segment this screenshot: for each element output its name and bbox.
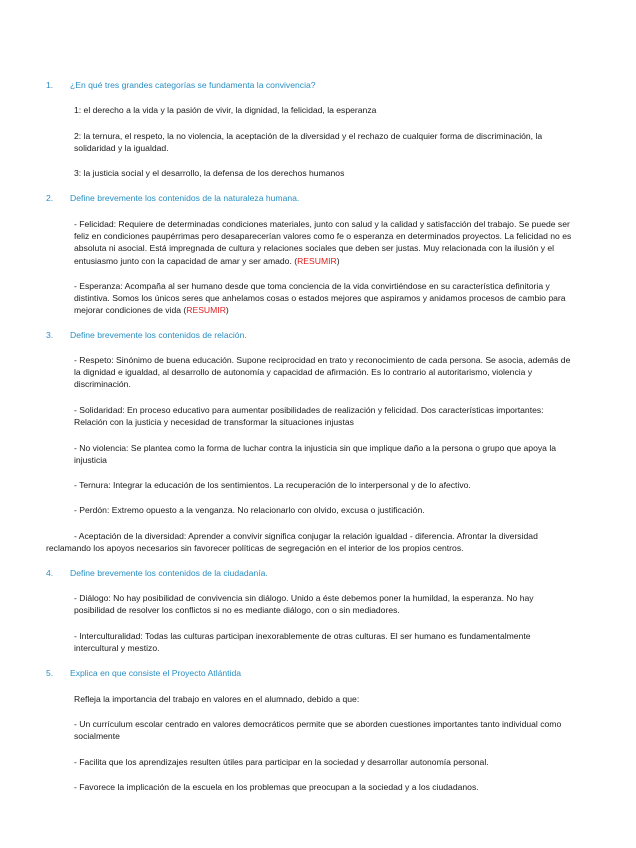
- answer-paragraph-esperanza: - Esperanza: Acompaña al ser humano desde que toma conciencia de la vida convirtiéndose en su característica definitoria y distintiva. Somos los únicos seres que anhelamos cosas o estados mejores que aspiramos y anidamos procesos de cambio para mejorar condiciones de vida (RESUMIR): [74, 281, 566, 316]
- question-heading-4: [46, 568, 268, 578]
- paragraph-text: - Esperanza: Acompaña al ser humano desde que toma conciencia de la vida convirtiéndose en su característica definitoria y distintiva. Somos los únicos seres que anhelamos cosas o estados mejores que aspiramos y anidamos procesos de cambio para mejorar condiciones de vida: [74, 281, 566, 316]
- answer-paragraph: - Respeto: Sinónimo de buena educación. Supone reciprocidad en trato y reconocimiento de cada persona. Se asocia, además de la dignidad e igualdad, al desarrollo de autonomía y capacidad de afirmación. Es lo contrario al autoritarismo, violencia y discriminación.: [74, 355, 571, 390]
- answer-paragraph: 2: la ternura, el respeto, la no violencia, la aceptación de la diversidad y el rechazo de cualquier forma de discriminación, la solidaridad y la igualdad.: [74, 131, 543, 154]
- answer-paragraph: - Ternura: Integrar la educación de los sentimientos. La recuperación de lo interpersonal y de lo afectivo.: [74, 480, 471, 490]
- answer-paragraph: 3: la justicia social y el desarrollo, la defensa de los derechos humanos: [74, 168, 345, 178]
- question-title: Define brevemente los contenidos de la naturaleza humana.: [70, 193, 300, 203]
- paragraph-text: - Felicidad: Requiere de determinadas condiciones materiales, junto con salud y la calidad y satisfacción del trabajo. Se puede ser feliz en condiciones paupérrimas pero desaparecerían valores como fe o esperanza en determinados proyectos. La felicidad no es absoluta ni asocial. Está impregnada de cultura y relaciones sociales que deben ser justas. Muy relacionada con la ilusión y el entusiasmo junto con la capacidad de amar y ser amado.: [74, 219, 572, 266]
- answer-paragraph: - Aceptación de la diversidad: Aprender a convivir significa conjugar la relación igualdad - diferencia. Afrontar la diversidad reclamando los apoyos necesarios sin favorecer políticas de segregación en el interior de los propios centros.: [46, 531, 538, 554]
- answer-paragraph: 1: el derecho a la vida y la pasión de vivir, la dignidad, la felicidad, la esperanza: [74, 105, 377, 115]
- question-number: 2.: [46, 193, 54, 203]
- question-number: 1.: [46, 80, 54, 90]
- answer-paragraph-felicidad: - Felicidad: Requiere de determinadas condiciones materiales, junto con salud y la calidad y satisfacción del trabajo. Se puede ser feliz en condiciones paupérrimas pero desaparecerían valores como fe o esperanza en determinados proyectos. La felicidad no es absoluta ni asocial. Está impregnada de cultura y relaciones sociales que deben ser justas. Muy relacionada con la ilusión y el entusiasmo junto con la capacidad de amar y ser amado. (RESUMIR): [74, 219, 572, 266]
- question-number: 5.: [46, 668, 54, 678]
- resumir-note: RESUMIR: [186, 305, 226, 316]
- question-title: Define brevemente los contenidos de relación.: [70, 330, 247, 340]
- answer-paragraph: - Interculturalidad: Todas las culturas participan inexorablemente de otras culturas. El ser humano es fundamentalmente intercultural y mestizo.: [74, 631, 531, 654]
- question-title: Explica en que consiste el Proyecto Atlántida: [70, 668, 242, 678]
- answer-paragraph: - Diálogo: No hay posibilidad de convivencia sin diálogo. Unido a éste debemos poner la humildad, la esperanza. No hay posibilidad de resolver los conflictos si no es mediante diálogo, con o sin mediadores.: [74, 593, 534, 616]
- answer-paragraph: - Facilita que los aprendizajes resulten útiles para participar en la sociedad y desarrollar autonomía personal.: [74, 757, 489, 767]
- question-heading-2: [46, 193, 299, 203]
- question-title: Define brevemente los contenidos de la ciudadanía.: [70, 568, 268, 578]
- answer-paragraph: - Favorece la implicación de la escuela en los problemas que preocupan a la sociedad y a los ciudadanos.: [74, 782, 479, 792]
- question-heading-1: [46, 80, 316, 90]
- resumir-note: RESUMIR: [297, 255, 337, 266]
- answer-paragraph: Refleja la importancia del trabajo en valores en el alumnado, debido a que:: [74, 694, 360, 704]
- answer-paragraph: - Un currículum escolar centrado en valores democráticos permite que se aborden cuestiones importantes tanto individual como socialmente: [74, 719, 562, 742]
- answer-paragraph: - No violencia: Se plantea como la forma de luchar contra la injusticia sin que implique daño a la persona o grupo que apoya la injusticia: [74, 443, 557, 466]
- question-number: 3.: [46, 330, 54, 340]
- answer-paragraph: - Solidaridad: En proceso educativo para aumentar posibilidades de realización y felicidad. Dos características importantes: Relación con la justicia y necesidad de transformar la situaciones injustas: [74, 405, 544, 428]
- question-title: ¿En qué tres grandes categorías se fundamenta la convivencia?: [70, 80, 316, 90]
- question-heading-5: [46, 668, 241, 678]
- answer-paragraph: - Perdón: Extremo opuesto a la venganza. No relacionarlo con olvido, excusa o justificación.: [74, 505, 425, 515]
- question-number: 4.: [46, 568, 54, 578]
- question-heading-3: [46, 330, 247, 340]
